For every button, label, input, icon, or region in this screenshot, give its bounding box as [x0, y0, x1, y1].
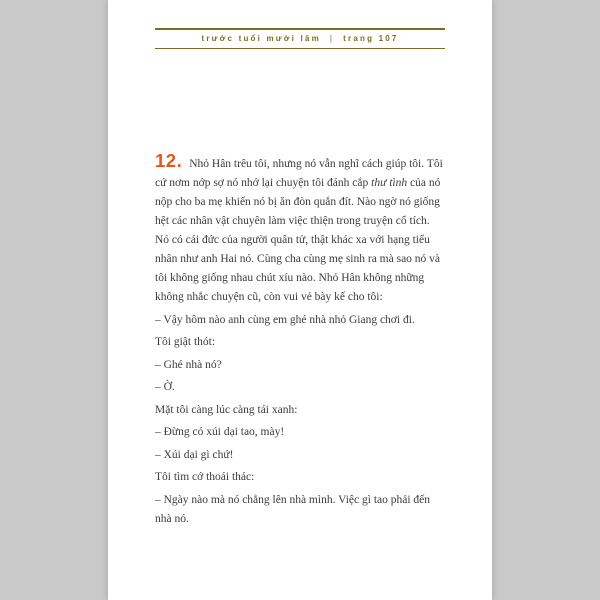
- paragraph: [155, 378, 445, 397]
- page-number-label: trang 107: [343, 34, 399, 43]
- running-title: trước tuổi mười lăm: [201, 34, 321, 43]
- paragraph: [155, 356, 445, 375]
- header-separator: |: [329, 34, 335, 43]
- paragraph: [155, 150, 445, 307]
- text-run: Tôi giật thót:: [155, 336, 216, 348]
- text-run: của nó nộp cho ba mẹ khiến nó bị ăn đòn quắn đít. Nào ngờ nó giống hệt các nhân vật chuyên làm việc thiện trong truyện cổ tích. Nó có cái đức của người quân tử, thật khác xa với hạng tiểu nhân như anh Hai nó. Cùng cha cùng mẹ sinh ra mà sao nó và tôi không giống nhau chút xíu nào. Nhỏ Hân không những không nhắc chuyện cũ, còn vui vẻ bày kế cho tôi:: [155, 177, 441, 303]
- text-run: – Đừng có xúi dại tao, mày!: [155, 426, 285, 438]
- italic-text-run: thư tình: [371, 177, 408, 189]
- page-header: [155, 28, 445, 49]
- text-run: – Ờ.: [155, 381, 175, 393]
- text-block: [155, 150, 445, 529]
- text-run: – Xúi dại gì chứ!: [155, 448, 234, 461]
- paragraph: [155, 401, 445, 420]
- text-run: Nhỏ Hân trêu tôi, nhưng nó vẫn nghĩ cách giúp tôi. Tôi cứ nơm nớp sợ nó nhớ lại chuyện tôi đánh cắp: [155, 158, 443, 189]
- paragraph: [155, 446, 445, 465]
- paragraph: [155, 468, 445, 487]
- text-run: – Ghé nhà nó?: [155, 358, 222, 371]
- text-run: Mặt tôi càng lúc càng tái xanh:: [155, 403, 298, 416]
- text-run: – Ngày nào mà nó chẳng lên nhà mình. Việc gì tao phải đến nhà nó.: [155, 493, 431, 525]
- text-run: – Vậy hôm nào anh cùng em ghé nhà nhỏ Giang chơi đi.: [155, 313, 415, 326]
- book-page: [108, 0, 492, 600]
- section-number: 12.: [155, 150, 183, 171]
- text-run: Tôi tìm cớ thoái thác:: [155, 471, 255, 483]
- paragraph: [155, 333, 445, 352]
- paragraph: [155, 491, 445, 529]
- paragraph: [155, 423, 445, 442]
- paragraph: [155, 311, 445, 330]
